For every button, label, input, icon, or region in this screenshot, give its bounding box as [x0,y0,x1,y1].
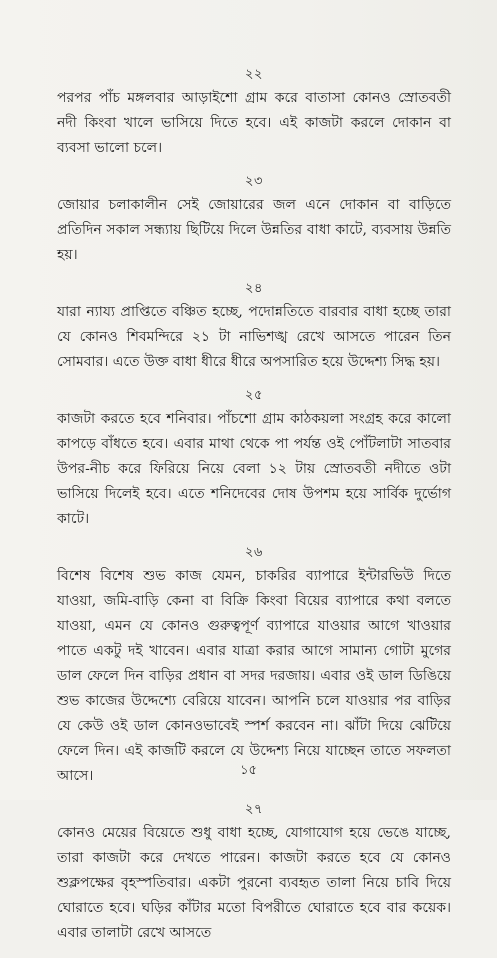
section-text: বিশেষ বিশেষ শুভ কাজ যেমন, চাকরির ব্যাপারে ইন্টারভিউ দিতে যাওয়া, জমি-বাড়ি কেনা বা বিক্রি কিংবা বিয়ের ব্যাপারে কথা বলতে যাওয়া, এমন যে কোনও গুরুত্বপূর্ণ ব্যাপারে যাওয়ার আগে খাওয়ার পাতে একটু দই খাবেন। এবার যাত্রা করার আগে সামান্য গোটা মুগের ডাল ফেলে দিন বাড়ির প্রধান বা সদর দরজায়। এবার ওই ডাল ডিঙিয়ে শুভ কাজের উদ্দেশ্যে বেরিয়ে যাবেন। আপনি চলে যাওয়ার পর বাড়ির যে কেউ ওই ডাল কোনওভাবেই স্পর্শ করবেন না। ঝাঁটা দিয়ে ঝেটিয়ে ফেলে দিন। এই কাজটি করলে যে উদ্দেশ্য নিয়ে যাচ্ছেন তাতে সফলতা আসে। [57,568,451,784]
section-number: ২৫ [245,388,263,403]
section-number: ২২ [245,67,263,82]
section-24 [57,280,451,375]
section-25 [57,387,451,532]
section-26 [57,544,451,789]
section-number: ২৪ [245,281,263,296]
section-text: কাজটা করতে হবে শনিবার। পাঁচশো গ্রাম কাঠকয়লা সংগ্রহ করে কালো কাপড়ে বাঁধতে হবে। এবার মাথা থেকে পা পর্যন্ত ওই পোঁটলাটা সাতবার উপর-নীচ করে ফিরিয়ে নিয়ে বেলা ১২ টায় স্রোতবতী নদীতে ওটা ভাসিয়ে দিলেই হবে। এতে শনিদেবের দোষ উপশম হয়ে সার্বিক দুর্ভোগ কাটে। [57,411,451,527]
section-number: ২৭ [245,802,263,817]
section-text: জোয়ার চলাকালীন সেই জোয়ারের জল এনে দোকান বা বাড়িতে প্রতিদিন সকাল সন্ধ্যায় ছিটিয়ে দিলে উন্নতির বাধা কাটে, ব্যবসায় উন্নতি হয়। [57,197,451,263]
page-content [57,66,451,958]
section-number: ২৬ [245,545,263,560]
section-27 [57,801,451,946]
page-number: ১৫ [240,763,257,778]
section-number: ২৩ [245,174,263,189]
section-text: যারা ন্যায্য প্রাপ্তিতে বঞ্চিত হচ্ছে, পদোন্নতিতে বারবার বাধা হচ্ছে তারা যে কোনও শিবমন্দিরে ২১ টা নাভিশঙ্খ রেখে আসতে পারেন তিন সোমবার। এতে উক্ত বাধা ধীরে ধীরে অপসারিত হয়ে উদ্দেশ্য সিদ্ধ হয়। [57,304,451,370]
section-text: কোনও মেয়ের বিয়েতে শুধু বাধা হচ্ছে, যোগাযোগ হয়ে ভেঙে যাচ্ছে, তারা কাজটা করে দেখতে পারেন। কাজটা করতে হবে যে কোনও শুক্লপক্ষের বৃহস্পতিবার। একটা পুরনো ব্যবহৃত তালা নিয়ে চাবি দিয়ে ঘোরাতে হবে। ঘড়ির কাঁটার মতো বিপরীতে ঘোরাতে হবে বার কয়েক। এবার তালাটা রেখে আসতে [57,825,451,941]
section-text: পরপর পাঁচ মঙ্গলবার আড়াইশো গ্রাম করে বাতাসা কোনও স্রোতবতী নদী কিংবা খালে ভাসিয়ে দিতে হবে। এই কাজটা করলে দোকান বা ব্যবসা ভালো চলে। [57,90,451,156]
section-22 [57,66,451,161]
section-23 [57,173,451,268]
